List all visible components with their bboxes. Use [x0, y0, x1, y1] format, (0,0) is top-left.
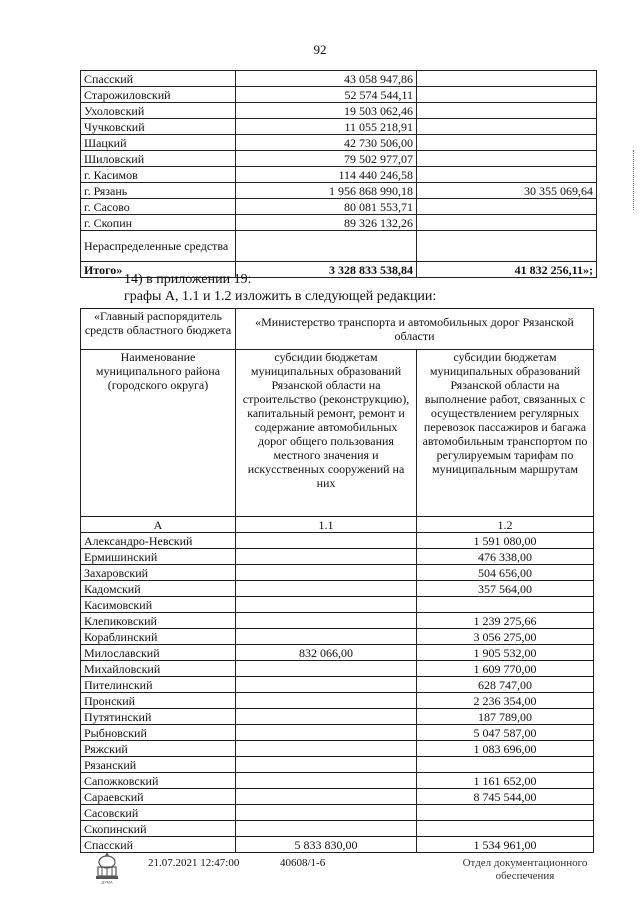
- road-subsidy-amount: [236, 533, 417, 549]
- road-subsidy-amount: [236, 821, 417, 837]
- transport-subsidy-amount: 504 656,00: [417, 565, 594, 581]
- table-row: [81, 821, 594, 837]
- table-row: [81, 693, 594, 709]
- municipality-name: Касимовский: [81, 597, 236, 613]
- amount-col-1: 43 058 947,86: [236, 71, 417, 87]
- amendment-instruction: графы А, 1.1 и 1.2 изложить в следующей редакции:: [124, 289, 437, 304]
- transport-subsidy-amount: [417, 821, 594, 837]
- road-subsidy-amount: [236, 725, 417, 741]
- transport-subsidy-amount: 357 564,00: [417, 581, 594, 597]
- total-col-1: 3 328 833 538,84: [236, 262, 417, 278]
- header-ministry: «Министерство транспорта и автомобильных дорог Рязанской области: [236, 309, 594, 350]
- amount-col-1: 52 574 544,11: [236, 87, 417, 103]
- municipality-name: Кадомский: [81, 581, 236, 597]
- table-row: [81, 119, 597, 135]
- municipality-name: г. Касимов: [81, 167, 236, 183]
- table-row: [81, 629, 594, 645]
- table-row: [81, 805, 594, 821]
- table-row: [81, 199, 597, 215]
- table-row: [81, 549, 594, 565]
- amount-col-2: [417, 135, 597, 151]
- table-row: [81, 741, 594, 757]
- municipality-name: Ермишинский: [81, 549, 236, 565]
- allocation-table-continued: [80, 70, 597, 278]
- transport-subsidy-amount: 628 747,00: [417, 677, 594, 693]
- amount-col-1: 80 081 553,71: [236, 199, 417, 215]
- empty-cell: [417, 231, 597, 262]
- table-row: [81, 581, 594, 597]
- road-subsidy-amount: [236, 693, 417, 709]
- municipality-name: Михайловский: [81, 661, 236, 677]
- municipality-name: Ухоловский: [81, 103, 236, 119]
- municipality-name: Милославский: [81, 645, 236, 661]
- table-row: [81, 103, 597, 119]
- page-number: 92: [313, 42, 327, 57]
- amount-col-1: 89 326 132,26: [236, 215, 417, 231]
- municipality-name: Чучковский: [81, 119, 236, 135]
- road-subsidy-amount: [236, 709, 417, 725]
- transport-subsidy-amount: [417, 757, 594, 773]
- transport-subsidy-amount: 3 056 275,00: [417, 629, 594, 645]
- municipality-name: Путятинский: [81, 709, 236, 725]
- municipality-name: Клепиковский: [81, 613, 236, 629]
- municipality-name: Рязанский: [81, 757, 236, 773]
- table-row: [81, 757, 594, 773]
- transport-subsidy-amount: 1 239 275,66: [417, 613, 594, 629]
- amount-col-2: [417, 199, 597, 215]
- header-municipality-name: Наименование муниципального района (городского округа): [81, 350, 236, 517]
- road-subsidy-amount: [236, 581, 417, 597]
- margin-mark: [633, 150, 634, 210]
- municipality-name: Спасский: [81, 837, 236, 853]
- table-row: [81, 565, 594, 581]
- municipality-name: Скопинский: [81, 821, 236, 837]
- table-row: [81, 773, 594, 789]
- municipality-name: Захаровский: [81, 565, 236, 581]
- table-row: [81, 533, 594, 549]
- amount-col-2: [417, 87, 597, 103]
- logo-caption: ДУМА: [101, 879, 113, 884]
- amendment-item-14: 14) в приложении 19:: [124, 272, 252, 287]
- appendix-19-table: [80, 308, 594, 853]
- municipality-name: г. Рязань: [81, 183, 236, 199]
- header-road-subsidies: субсидии бюджетам муниципальных образований Рязанской области на строительство (реконструкцию), капитальный ремонт, ремонт и содержание автомобильных дорог общего пользования местного значения и искусственных сооружений на них: [236, 350, 417, 517]
- municipality-name: Сапожковский: [81, 773, 236, 789]
- total-label: Итого»: [81, 262, 236, 278]
- table-row: [81, 167, 597, 183]
- amount-col-2: [417, 71, 597, 87]
- table-row: [81, 613, 594, 629]
- table-row: [81, 789, 594, 805]
- road-subsidy-amount: [236, 805, 417, 821]
- municipality-name: Пронский: [81, 693, 236, 709]
- table-row: [81, 725, 594, 741]
- table-row: [81, 87, 597, 103]
- table-row: [81, 151, 597, 167]
- table-row: [81, 215, 597, 231]
- column-index-1-2: 1.2: [417, 517, 594, 533]
- footer-doc-number: 40608/1-6: [280, 857, 326, 869]
- table-row-unallocated: [81, 231, 597, 262]
- municipality-name: Александро-Невский: [81, 533, 236, 549]
- amount-col-1: 1 956 868 990,18: [236, 183, 417, 199]
- transport-subsidy-amount: 1 083 696,00: [417, 741, 594, 757]
- header-main-administrator: «Главный распорядитель средств областного бюджета: [81, 309, 236, 350]
- table-row: [81, 597, 594, 613]
- duma-emblem-icon: [93, 850, 121, 884]
- amount-col-2: [417, 119, 597, 135]
- header-transport-subsidies: субсидии бюджетам муниципальных образований Рязанской области на выполнение работ, связанных с осуществлением регулярных перевозок пассажиров и багажа автомобильным транспортом по регулируемым тарифам по муниципальным маршрутам: [417, 350, 594, 517]
- footer-datetime: 21.07.2021 12:47:00: [148, 857, 240, 869]
- transport-subsidy-amount: [417, 597, 594, 613]
- road-subsidy-amount: [236, 549, 417, 565]
- empty-cell: [236, 231, 417, 262]
- transport-subsidy-amount: 187 789,00: [417, 709, 594, 725]
- municipality-name: Пителинский: [81, 677, 236, 693]
- table-row: [81, 709, 594, 725]
- amount-col-2: [417, 167, 597, 183]
- municipality-name: г. Скопин: [81, 215, 236, 231]
- road-subsidy-amount: [236, 597, 417, 613]
- table-row: [81, 837, 594, 853]
- department-stamp: Отдел документационного обеспечения: [462, 857, 588, 882]
- road-subsidy-amount: [236, 789, 417, 805]
- column-index-1-1: 1.1: [236, 517, 417, 533]
- transport-subsidy-amount: 8 745 544,00: [417, 789, 594, 805]
- table-row: [81, 71, 597, 87]
- road-subsidy-amount: [236, 757, 417, 773]
- amount-col-2: [417, 151, 597, 167]
- table-row: [81, 135, 597, 151]
- transport-subsidy-amount: 5 047 587,00: [417, 725, 594, 741]
- amount-col-2: [417, 215, 597, 231]
- amount-col-2: [417, 103, 597, 119]
- municipality-name: Старожиловский: [81, 87, 236, 103]
- total-col-2: 41 832 256,11»;: [417, 262, 597, 278]
- amount-col-1: 79 502 977,07: [236, 151, 417, 167]
- municipality-name: Шиловский: [81, 151, 236, 167]
- road-subsidy-amount: 5 833 830,00: [236, 837, 417, 853]
- transport-subsidy-amount: [417, 805, 594, 821]
- amount-col-1: 11 055 218,91: [236, 119, 417, 135]
- table-row: [81, 661, 594, 677]
- road-subsidy-amount: 832 066,00: [236, 645, 417, 661]
- amount-col-2: 30 355 069,64: [417, 183, 597, 199]
- municipality-name: Шацкий: [81, 135, 236, 151]
- table-row: [81, 645, 594, 661]
- municipality-name: Рыбновский: [81, 725, 236, 741]
- municipality-name: Спасский: [81, 71, 236, 87]
- table-row: [81, 677, 594, 693]
- amount-col-1: 114 440 246,58: [236, 167, 417, 183]
- unallocated-label: Нераспределенные средства: [81, 231, 236, 262]
- transport-subsidy-amount: 1 161 652,00: [417, 773, 594, 789]
- transport-subsidy-amount: 1 534 961,00: [417, 837, 594, 853]
- municipality-name: Сараевский: [81, 789, 236, 805]
- road-subsidy-amount: [236, 741, 417, 757]
- table-row: [81, 183, 597, 199]
- road-subsidy-amount: [236, 661, 417, 677]
- road-subsidy-amount: [236, 613, 417, 629]
- transport-subsidy-amount: 1 905 532,00: [417, 645, 594, 661]
- road-subsidy-amount: [236, 565, 417, 581]
- road-subsidy-amount: [236, 773, 417, 789]
- amount-col-1: 42 730 506,00: [236, 135, 417, 151]
- transport-subsidy-amount: 1 609 770,00: [417, 661, 594, 677]
- municipality-name: Ряжский: [81, 741, 236, 757]
- amount-col-1: 19 503 062,46: [236, 103, 417, 119]
- road-subsidy-amount: [236, 677, 417, 693]
- column-index-a: А: [81, 517, 236, 533]
- transport-subsidy-amount: 476 338,00: [417, 549, 594, 565]
- transport-subsidy-amount: 1 591 080,00: [417, 533, 594, 549]
- transport-subsidy-amount: 2 236 354,00: [417, 693, 594, 709]
- municipality-name: Сасовский: [81, 805, 236, 821]
- road-subsidy-amount: [236, 629, 417, 645]
- municipality-name: Кораблинский: [81, 629, 236, 645]
- municipality-name: г. Сасово: [81, 199, 236, 215]
